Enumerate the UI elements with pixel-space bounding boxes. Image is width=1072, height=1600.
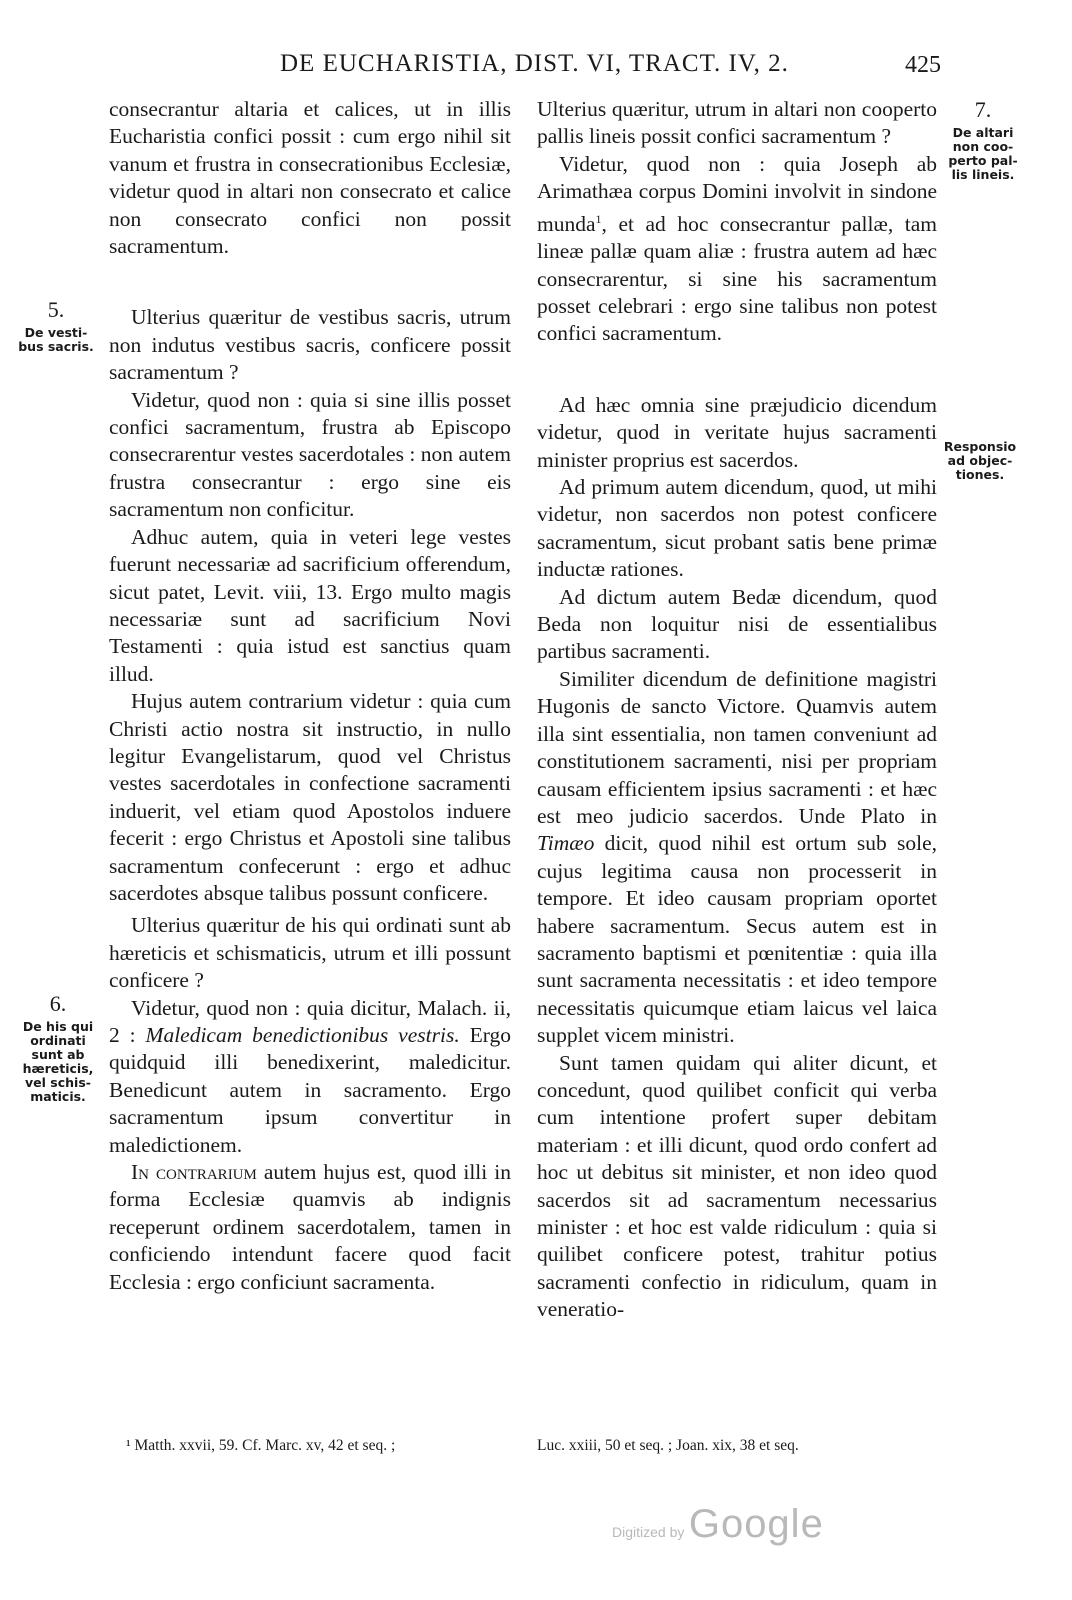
margin-note-line: lis lineis. [951,167,1015,182]
paragraph [537,151,937,348]
margin-note-line: bus sacris. [18,339,94,354]
margin-note-line: De vesti- [24,325,88,340]
margin-note-6 [12,991,104,1104]
running-title: DE EUCHARISTIA, DIST. VI, TRACT. IV, 2. [280,50,789,77]
paragraph [537,666,937,1050]
margin-note-line: non coo- [952,139,1014,154]
digitized-watermark [612,1502,824,1547]
margin-note-line: maticis. [30,1089,86,1104]
left-column [109,96,511,1296]
margin-note-line: perto pal- [948,153,1018,168]
paragraph: Adhuc autem, quia in veteri lege vestes fuerunt necessariæ ad sacrificium offerendum, sicut patet, Levit. viii, 13. Ergo multo magis necessariæ sunt ad sacrificium Novi Testamenti : quia istud est sanctius quam illud. [109,524,511,686]
footnote-right: Luc. xxiii, 50 et seq. ; Joan. xix, 38 et seq. [537,1437,799,1454]
paragraph: Ulterius quæritur de his qui ordinati sunt ab hæreticis et schismaticis, utrum et illi possunt conficere ? [109,913,511,993]
paragraph: Hujus autem contrarium videtur : quia cum Christi actio nostra sit instructio, in nullo legitur Evangelistarum, quod vel Christus vestes sacerdotales in confectione sacramenti induerit, vel etiam quod Apostolos induere fecerit : ergo Christus et Apostoli sine talibus sacramentum confecerunt : ergo et adhuc sacerdotes absque talibus possunt conficere. [109,689,511,905]
scripture-quote: Maledicam benedictionibus vestris. [145,1023,460,1047]
paragraph: Ulterius quæritur, utrum in altari non cooperto pallis lineis possit confici sacramentum ? [537,97,937,149]
margin-note-5 [14,297,98,354]
paragraph: Sunt tamen quidam qui aliter dicunt, et concedunt, quod quilibet conficit qui verba cum intentione profert super debitam materiam : et illi dicunt, quod ordo confert ad hoc ut debitus sit minister, et non ideo quod sacerdos sit ad sacramentum necessarius minister : et hoc est valde ridiculum : quia si quilibet conficere potest, trahitur potius sacramenti confectio in ridiculum, quam in veneratio- [537,1050,937,1322]
footnote-marker: 1 [595,211,602,226]
margin-note-line: sunt ab [31,1047,85,1062]
margin-note-responsio [936,440,1024,482]
margin-note-line: De altari [952,125,1014,140]
text-run: Similiter dicendum de definitione magistri Hugonis de sancto Victore. Quamvis autem illa sint essentialia, non tamen conveniunt ad constitutionem sacramenti, nisi per propriam causam efficientem ipsius sacramenti : et hæc est meo judicio sacerdos. Unde Plato in [537,666,937,828]
margin-note-7 [938,97,1028,182]
margin-note-number: 5. [47,297,65,322]
paragraph: Videtur, quod non : quia si sine illis posset confici sacramentum, frustra ab Episcopo consecrarentur vestes sacerdotales : non autem frustra consecrantur : ergo sine eis sacramentum non conficitur. [109,387,511,522]
text-run: Videtur, quod non : quia Joseph ab Arimathæa corpus Domini involvit in sindone munda [537,151,937,236]
margin-note-line: De his qui [22,1019,94,1034]
paragraph: Ad hæc omnia sine præjudicio dicendum videtur, quod in veritate hujus sacramenti minister proprius est sacerdos. [537,392,937,472]
margin-note-line: Responsio [943,439,1017,454]
margin-note-line: ordinati [30,1033,86,1048]
paragraph [109,995,511,1159]
work-title: Timæo [537,831,595,856]
margin-note-line: tiones. [955,467,1005,482]
margin-note-line: hæreticis, [22,1061,94,1076]
page-number: 425 [905,52,941,78]
text-run: autem hujus est, quod illi in forma Ecclesiæ quamvis ab indignis receperunt ordinem sacerdotalem, tamen in conficiendo intendunt facere quod facit Ecclesia : ergo conficiunt sacramenta. [109,1160,511,1294]
paragraph: Ad primum autem dicendum, quod, ut mihi videtur, non sacerdos non potest conficere sacramentum, sicut probant satis bene primæ inductæ rationes. [537,475,937,582]
right-column [537,96,937,1324]
text-run: Ergo quidquid illi benedixerint, maledicitur. Benedicunt autem in sacramento. Ergo sacramentum ipsum convertitur in maledictionem. [109,1023,512,1157]
footnote-left: ¹ Matth. xxvii, 59. Cf. Marc. xv, 42 et seq. ; [126,1437,396,1454]
small-caps-lead: In contrarium [131,1160,257,1185]
google-logo: Google [688,1502,824,1546]
watermark-prefix: Digitized by [612,1524,685,1540]
text-run: dicit, quod nihil est ortum sub sole, cujus legitima causa non processerit in tempore. Et ideo causam propriam oportet habere sacramentum. Secus autem est in sacramento baptismi et pœnitentiæ : quia illa sunt sacramenta necessitatis : et ideo tempore necessitatis quicumque etiam laicus vel laica supplet vicem ministri. [537,831,937,1048]
text-run: Videtur, quod non : quia dicitur, Malach. ii, 2 : [109,995,511,1047]
margin-note-line: ad objec- [947,453,1013,468]
paragraph: consecrantur altaria et calices, ut in illis Eucharistia confici possit : cum ergo nihil sit vanum et frustra in consecrationibus Ecclesiæ, videtur quod in altari non consecrato et calice non consecrato confici non possit sacramentum. [109,97,511,259]
text-run: , et ad hoc consecrantur pallæ, tam lineæ pallæ quam aliæ : frustra autem ad hæc consecrarentur, si sine his sacramentum posset celebrari : ergo sine talibus non potest confici sacramentum. [537,211,937,346]
paragraph: Ad dictum autem Bedæ dicendum, quod Beda non loquitur nisi de essentialibus partibus sacramenti. [537,584,937,664]
paragraph: Ulterius quæritur de vestibus sacris, utrum non indutus vestibus sacris, conficere possit sacramentum ? [109,305,511,385]
margin-note-line: vel schis- [25,1075,91,1090]
margin-note-number: 6. [49,991,67,1016]
paragraph [109,1159,511,1296]
margin-note-number: 7. [974,97,992,122]
